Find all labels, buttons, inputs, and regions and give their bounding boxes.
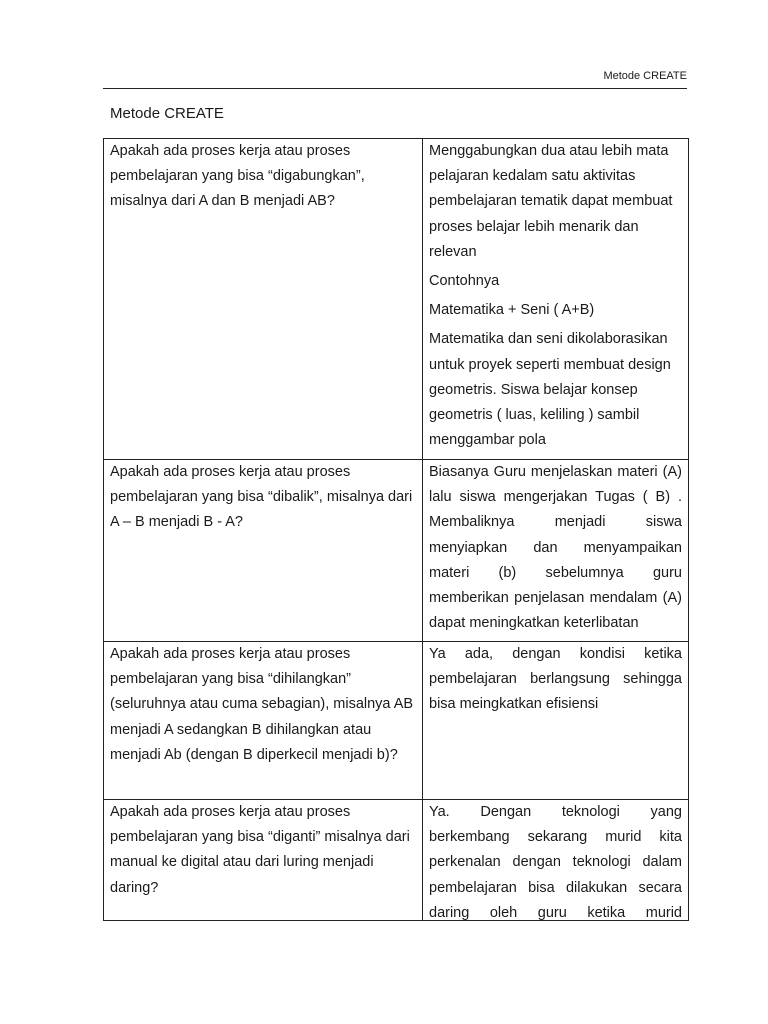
answer-text: Ya ada, dengan kondisi ketika pembelajaran berlangsung sehingga bisa meingkatkan efisiensi (429, 646, 682, 713)
question-text: Apakah ada proses kerja atau proses pembelajaran yang bisa “dibalik”, misalnya dari A – B menjadi B - A? (110, 464, 413, 531)
answer-paragraph: Contohnya (429, 273, 500, 290)
table-row (104, 460, 689, 642)
table-row (104, 800, 689, 921)
question-cell (104, 460, 423, 642)
answer-paragraph: Menggabungkan dua atau lebih mata pelajaran kedalam satu aktivitas pembelajaran tematik dapat membuat proses belajar lebih menarik dan relevan (429, 143, 673, 260)
running-header-title: Metode CREATE (603, 70, 687, 82)
answer-text: Ya. Dengan teknologi yang berkembang sekarang murid kita perkenalan dengan teknologi dalam pembelajaran bisa dilakukan secara daring oleh guru ketika murid (429, 804, 682, 921)
table-row (104, 642, 689, 800)
answer-paragraph: Matematika + Seni ( A+B) (429, 302, 595, 319)
answer-paragraph: Matematika dan seni dikolaborasikan untuk proyek seperti membuat design geometris. Siswa belajar konsep geometris ( luas, keliling ) sambil menggambar pola (429, 331, 671, 449)
answer-cell (423, 642, 689, 800)
running-header (103, 68, 687, 89)
question-cell (104, 800, 423, 921)
document-title: Metode CREATE (110, 105, 224, 122)
question-cell (104, 139, 423, 460)
answer-text: Biasanya Guru menjelaskan materi (A) lalu siswa mengerjakan Tugas ( B) . Membaliknya menjadi siswa menyiapkan dan menyampaikan materi (b) sebelumnya guru memberikan penjelasan mendalam (A) dapat meningkatkan keterlibatan (429, 464, 682, 632)
question-text: Apakah ada proses kerja atau proses pembelajaran yang bisa “diganti” misalnya dari manual ke digital atau dari luring menjadi daring? (110, 804, 410, 896)
answer-cell (423, 139, 689, 460)
table-row (104, 139, 689, 460)
answer-cell (423, 460, 689, 642)
question-cell (104, 642, 423, 800)
create-method-table (103, 138, 689, 921)
question-text: Apakah ada proses kerja atau proses pembelajaran yang bisa “dihilangkan” (seluruhnya atau cuma sebagian), misalnya AB menjadi A sedangkan B dihilangkan atau menjadi Ab (dengan B diperkecil menjadi b)? (110, 646, 414, 763)
question-text: Apakah ada proses kerja atau proses pembelajaran yang bisa “digabungkan”, misalnya dari A dan B menjadi AB? (110, 143, 365, 210)
answer-cell (423, 800, 689, 921)
